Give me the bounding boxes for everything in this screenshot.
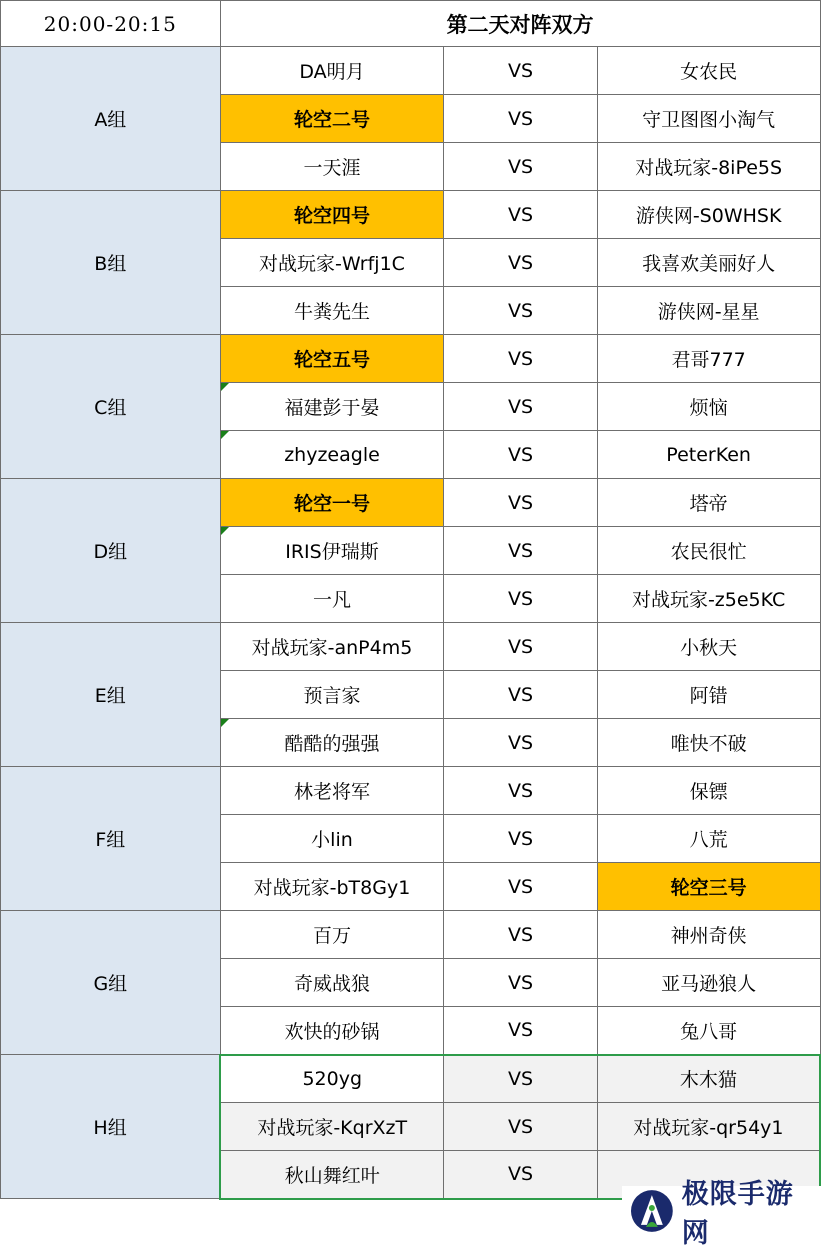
vs-label[interactable]: VS — [444, 911, 597, 959]
player-right[interactable]: 游侠网-S0WHSK — [597, 191, 820, 239]
match-row — [1, 911, 821, 959]
vs-label[interactable]: VS — [444, 431, 597, 479]
match-row — [1, 1055, 821, 1103]
player-right[interactable]: 对战玩家-z5e5KC — [597, 575, 820, 623]
player-left[interactable] — [220, 719, 444, 767]
player-right[interactable]: 对战玩家-qr54y1 — [597, 1103, 820, 1151]
player-left[interactable]: 欢快的砂锅 — [220, 1007, 444, 1055]
player-left-bye[interactable]: 轮空一号 — [220, 479, 444, 527]
player-left[interactable]: 预言家 — [220, 671, 444, 719]
time-slot: 20:00-20:15 — [1, 1, 221, 47]
group-label[interactable]: H组 — [1, 1055, 221, 1199]
player-left-text: 福建彭于晏 — [284, 397, 380, 419]
player-left[interactable]: 百万 — [220, 911, 444, 959]
player-left-bye[interactable]: 轮空四号 — [220, 191, 444, 239]
player-right[interactable]: 农民很忙 — [597, 527, 820, 575]
vs-label[interactable]: VS — [444, 671, 597, 719]
group-label[interactable]: C组 — [1, 335, 221, 479]
player-left[interactable]: 对战玩家-Wrfj1C — [220, 239, 444, 287]
player-left[interactable]: 一凡 — [220, 575, 444, 623]
player-right[interactable]: 保镖 — [597, 767, 820, 815]
player-right[interactable]: 烦恼 — [597, 383, 820, 431]
vs-label[interactable]: VS — [444, 959, 597, 1007]
player-left[interactable]: 520yg — [220, 1055, 444, 1103]
player-right[interactable]: 小秋天 — [597, 623, 820, 671]
vs-label[interactable]: VS — [444, 719, 597, 767]
player-right[interactable]: 神州奇侠 — [597, 911, 820, 959]
player-right[interactable]: 我喜欢美丽好人 — [597, 239, 820, 287]
player-left[interactable]: DA明月 — [220, 47, 444, 95]
player-right[interactable]: 君哥777 — [597, 335, 820, 383]
vs-label[interactable]: VS — [444, 623, 597, 671]
match-row — [1, 767, 821, 815]
comment-marker-icon — [221, 719, 229, 727]
player-right[interactable]: 游侠网-星星 — [597, 287, 820, 335]
vs-label[interactable]: VS — [444, 239, 597, 287]
player-left[interactable]: 牛粪先生 — [220, 287, 444, 335]
vs-label[interactable]: VS — [444, 1007, 597, 1055]
player-right-bye[interactable]: 轮空三号 — [597, 863, 820, 911]
vs-label[interactable]: VS — [444, 47, 597, 95]
player-right[interactable]: 亚马逊狼人 — [597, 959, 820, 1007]
header-row — [1, 1, 821, 47]
vs-label[interactable]: VS — [444, 527, 597, 575]
watermark-text: 极限手游网 — [681, 1178, 794, 1249]
player-left[interactable]: 奇威战狼 — [220, 959, 444, 1007]
group-label[interactable]: A组 — [1, 47, 221, 191]
vs-label[interactable]: VS — [444, 815, 597, 863]
vs-label[interactable]: VS — [444, 143, 597, 191]
match-row — [1, 47, 821, 95]
group-label[interactable]: F组 — [1, 767, 221, 911]
player-right[interactable]: 塔帝 — [597, 479, 820, 527]
vs-label[interactable]: VS — [444, 1103, 597, 1151]
player-left-text: IRIS伊瑞斯 — [285, 541, 379, 563]
match-row — [1, 623, 821, 671]
player-right[interactable]: 守卫图图小淘气 — [597, 95, 820, 143]
player-right[interactable]: 阿错 — [597, 671, 820, 719]
player-left[interactable]: 一天涯 — [220, 143, 444, 191]
player-right[interactable]: 对战玩家-8iPe5S — [597, 143, 820, 191]
match-row — [1, 479, 821, 527]
player-left[interactable] — [220, 383, 444, 431]
match-row — [1, 191, 821, 239]
group-label[interactable]: B组 — [1, 191, 221, 335]
vs-label[interactable]: VS — [444, 1055, 597, 1103]
player-left[interactable]: 对战玩家-bT8Gy1 — [220, 863, 444, 911]
player-left-bye[interactable]: 轮空二号 — [220, 95, 444, 143]
vs-label[interactable]: VS — [444, 479, 597, 527]
group-label[interactable]: E组 — [1, 623, 221, 767]
vs-label[interactable]: VS — [444, 383, 597, 431]
player-left[interactable]: 小lin — [220, 815, 444, 863]
vs-label[interactable]: VS — [444, 95, 597, 143]
vs-label[interactable]: VS — [444, 575, 597, 623]
brand-logo-icon — [630, 1189, 674, 1233]
player-left[interactable] — [220, 431, 444, 479]
player-right[interactable]: 女农民 — [597, 47, 820, 95]
player-right[interactable]: 木木猫 — [597, 1055, 820, 1103]
player-left-text: zhyzeagle — [284, 443, 380, 466]
group-label[interactable]: D组 — [1, 479, 221, 623]
vs-label[interactable]: VS — [444, 335, 597, 383]
group-label[interactable]: G组 — [1, 911, 221, 1055]
player-left-text: 酷酷的强强 — [284, 733, 380, 755]
player-right[interactable]: 唯快不破 — [597, 719, 820, 767]
player-left[interactable]: 对战玩家-KqrXzT — [220, 1103, 444, 1151]
table-title: 第二天对阵双方 — [220, 1, 820, 47]
vs-label[interactable]: VS — [444, 191, 597, 239]
watermark — [622, 1178, 821, 1249]
player-left[interactable] — [220, 527, 444, 575]
player-left[interactable]: 秋山舞红叶 — [220, 1151, 444, 1199]
player-left[interactable]: 林老将军 — [220, 767, 444, 815]
vs-label[interactable]: VS — [444, 767, 597, 815]
player-left-bye[interactable]: 轮空五号 — [220, 335, 444, 383]
comment-marker-icon — [221, 527, 229, 535]
player-right[interactable]: PeterKen — [597, 431, 820, 479]
vs-label[interactable]: VS — [444, 287, 597, 335]
comment-marker-icon — [221, 431, 229, 439]
vs-label[interactable]: VS — [444, 1151, 597, 1199]
comment-marker-icon — [221, 383, 229, 391]
match-row — [1, 335, 821, 383]
player-left[interactable]: 对战玩家-anP4m5 — [220, 623, 444, 671]
vs-label[interactable]: VS — [444, 863, 597, 911]
player-right[interactable]: 八荒 — [597, 815, 820, 863]
player-right[interactable]: 兔八哥 — [597, 1007, 820, 1055]
